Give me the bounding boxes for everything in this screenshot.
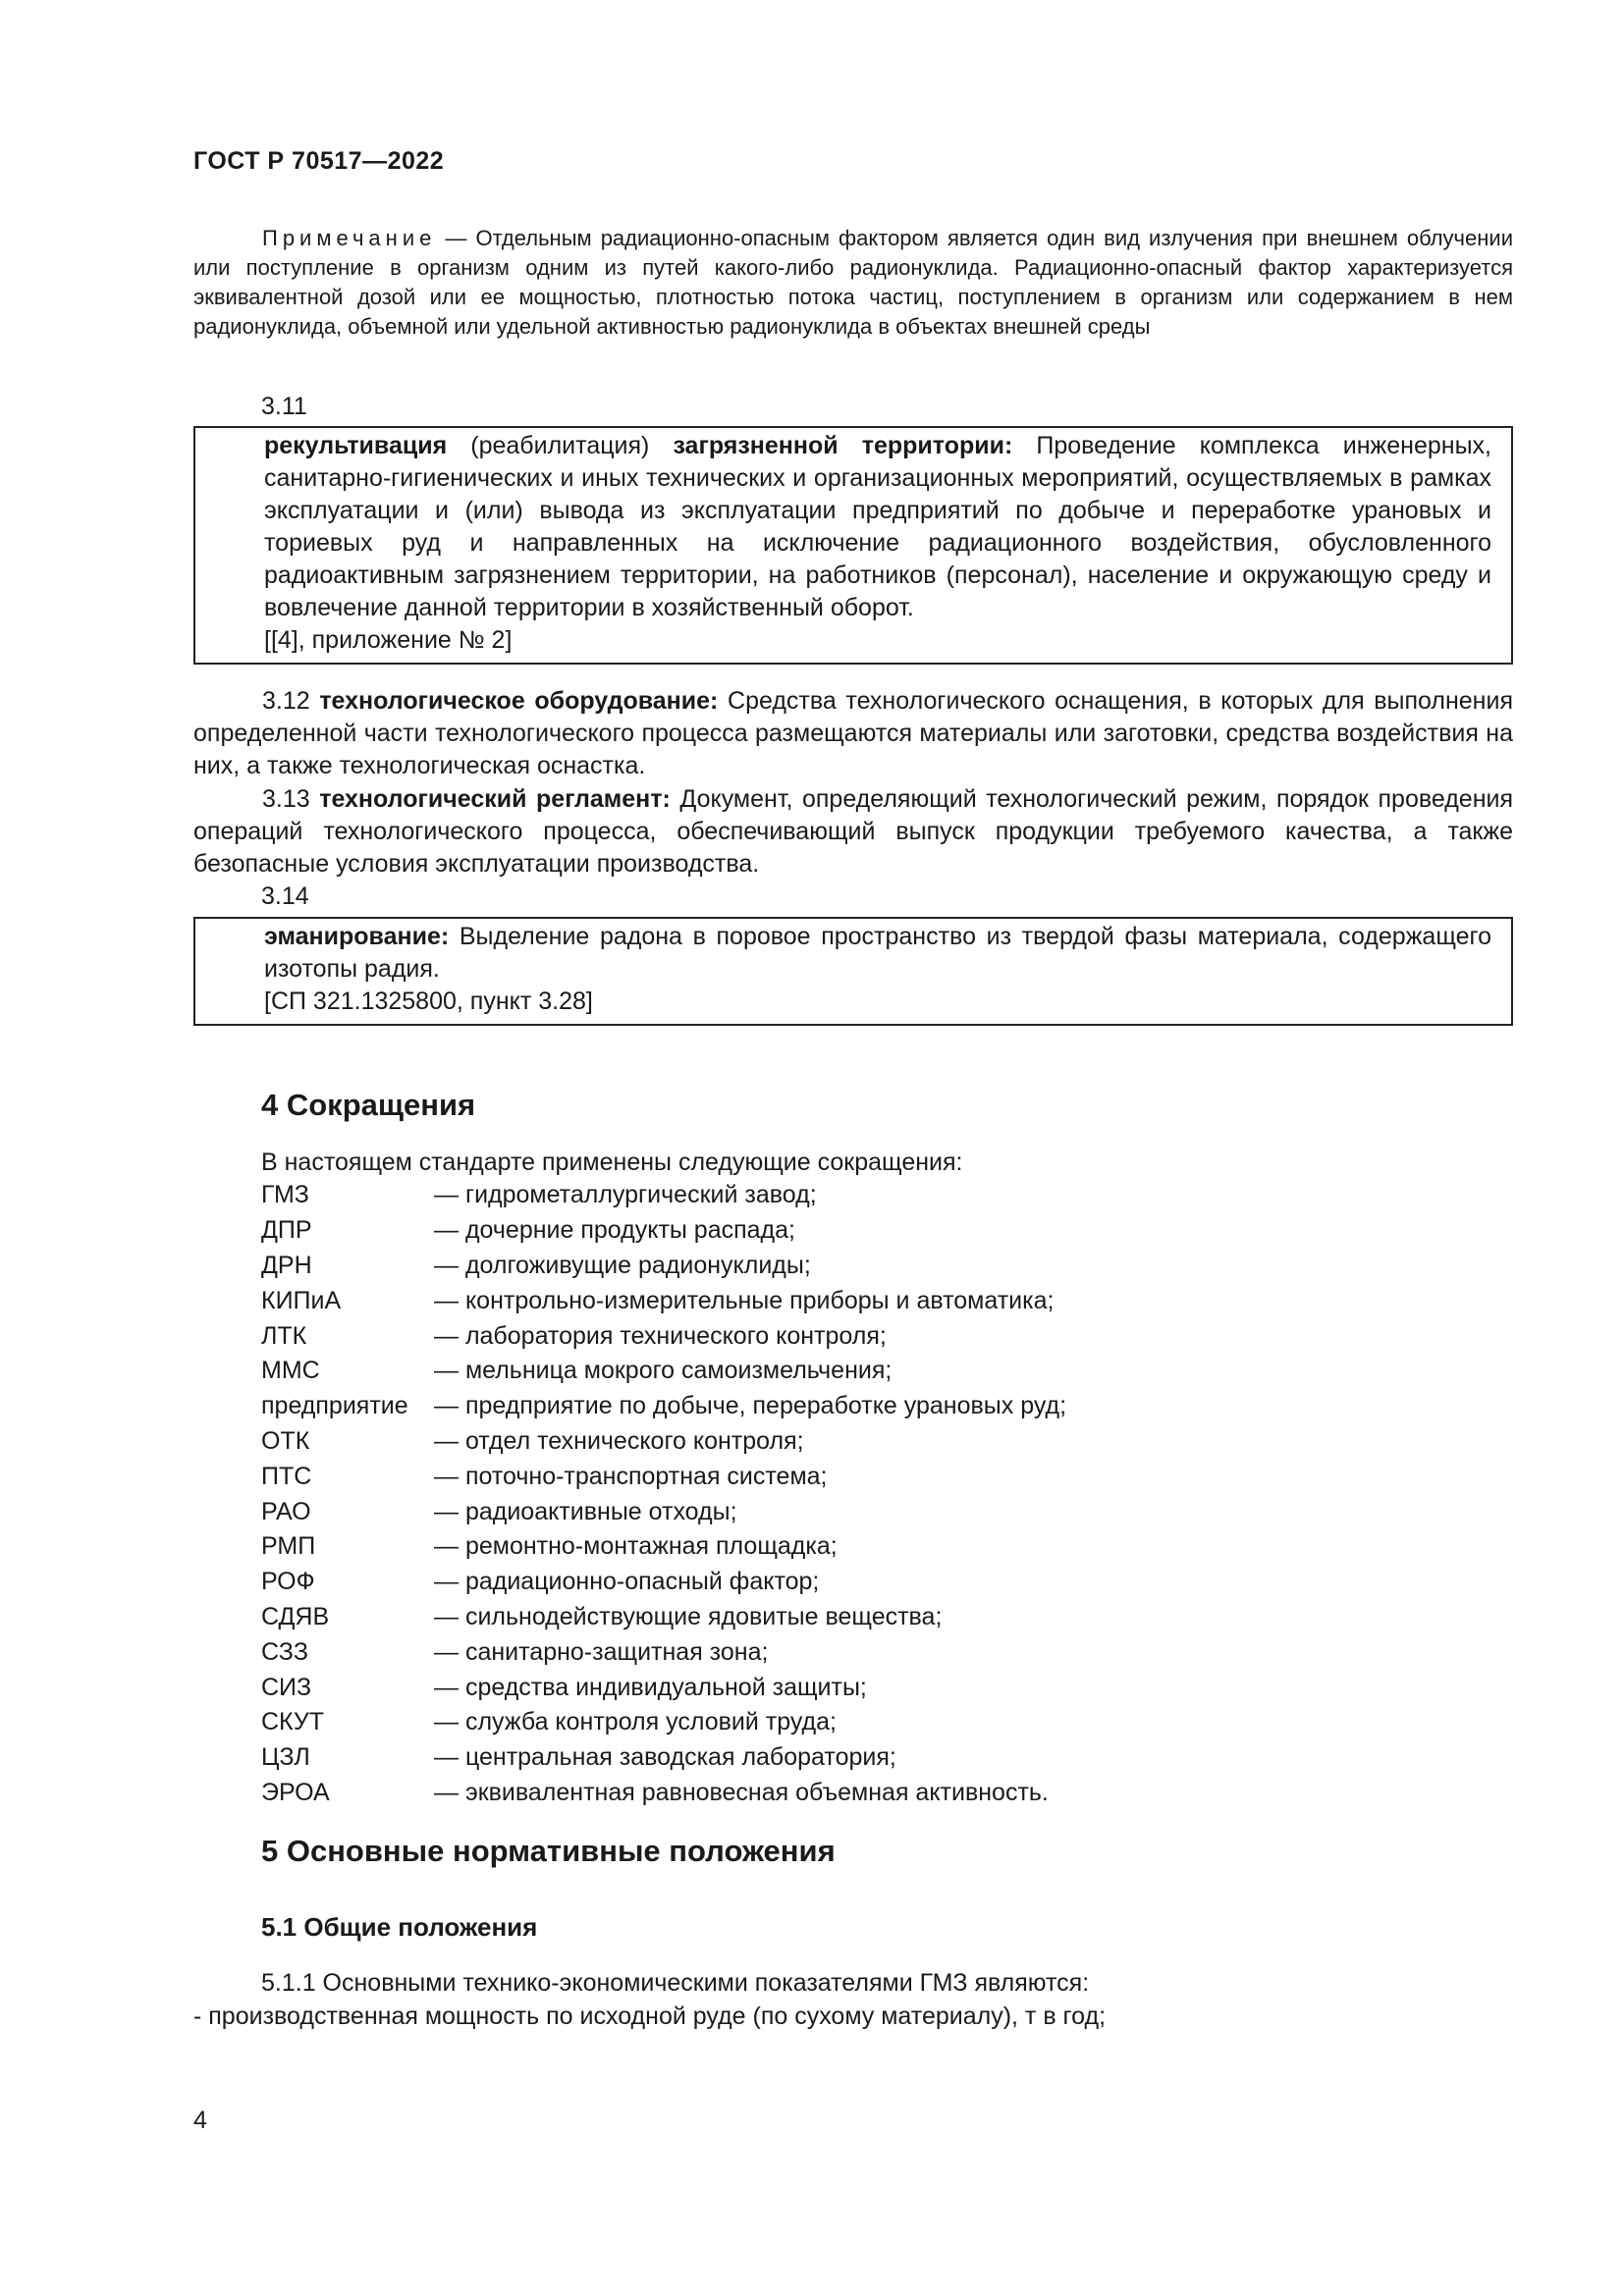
- abbr-code: ММС: [261, 1357, 320, 1385]
- abbr-code: ОТК: [261, 1426, 310, 1455]
- term-number-3-14: 3.14: [261, 882, 309, 910]
- abbr-definition: — радиоактивные отходы;: [434, 1497, 737, 1525]
- abbr-code: предприятие: [261, 1392, 408, 1420]
- abbr-definition: — поточно-транспортная система;: [434, 1462, 828, 1490]
- term-number-3-12: 3.12: [262, 687, 310, 715]
- term-definition: Проведение комплекса инженерных, санитарно-гигиенических и иных технических и организационных мероприятий, осуществляемых в рамках эксплуатации и (или) вывода из эксплуатации предприятий по добыче и переработке урановых и ториевых руд и направленных на исключение радиационного воздействия, обусловленного радиоактивным загрязнением территории, на работников (персонал), население и окружающую среду и вовлечение данной территории в хозяйственный оборот.: [264, 432, 1491, 621]
- term-definition: Выделение радона в поровое пространство из твердой фазы материала, содержащего изотопы радия.: [264, 923, 1491, 983]
- abbr-definition: — средства индивидуальной защиты;: [434, 1673, 867, 1701]
- abbr-definition: — отдел технического контроля;: [434, 1426, 804, 1455]
- list-item: [261, 1600, 1066, 1635]
- term-number-3-11: 3.11: [261, 393, 307, 420]
- abbr-definition: — лаборатория технического контроля;: [434, 1321, 887, 1350]
- abbr-code: СИЗ: [261, 1673, 312, 1701]
- document-header: ГОСТ Р 70517—2022: [193, 147, 445, 175]
- abbr-definition: — служба контроля условий труда;: [434, 1708, 837, 1736]
- list-item: [261, 1389, 1066, 1424]
- list-item: [261, 1634, 1066, 1670]
- term-title-2: загрязненной территории:: [673, 432, 1013, 459]
- term-paragraph-3-12: [193, 685, 1513, 782]
- term-number-3-13: 3.13: [262, 785, 310, 813]
- abbr-code: РАО: [261, 1497, 311, 1525]
- note-paragraph: [193, 224, 1513, 342]
- list-item: [261, 1178, 1066, 1213]
- abbr-code: ДРН: [261, 1251, 312, 1279]
- abbr-code: СКУТ: [261, 1708, 325, 1736]
- abbr-definition: — контрольно-измерительные приборы и автоматика;: [434, 1286, 1055, 1314]
- abbr-definition: — предприятие по добыче, переработке урановых руд;: [434, 1392, 1067, 1420]
- list-item: [261, 1283, 1066, 1318]
- abbr-code: ЭРОА: [261, 1778, 330, 1806]
- list-item: [261, 1213, 1066, 1249]
- abbreviations-intro: В настоящем стандарте применены следующие сокращения:: [261, 1148, 963, 1176]
- section-5-heading: 5 Основные нормативные положения: [261, 1834, 836, 1868]
- section-4-heading: 4 Сокращения: [261, 1088, 476, 1122]
- term-title-3-13: технологический регламент:: [319, 785, 671, 813]
- abbr-definition: — санитарно-защитная зона;: [434, 1637, 769, 1666]
- abbr-code: РМП: [261, 1532, 316, 1561]
- list-item: [261, 1459, 1066, 1494]
- term-definition-3-11: [264, 430, 1491, 624]
- list-item: [261, 1565, 1066, 1600]
- list-item: [261, 1354, 1066, 1389]
- note-label: Примечание: [262, 226, 437, 250]
- abbreviations-list: [261, 1178, 1066, 1810]
- page-number: 4: [193, 2107, 207, 2134]
- abbr-definition: — мельница мокрого самоизмельчения;: [434, 1357, 893, 1385]
- abbr-definition: — эквивалентная равновесная объемная активность.: [434, 1778, 1049, 1806]
- term-definition-3-14: [264, 921, 1491, 986]
- abbr-code: КИПиА: [261, 1286, 342, 1314]
- list-item: [261, 1494, 1066, 1529]
- term-paren: (реабилитация): [447, 432, 674, 459]
- list-item: [261, 1670, 1066, 1705]
- bullet-item: - производственная мощность по исходной руде (по сухому материалу), т в год;: [193, 2002, 1107, 2030]
- term-definition-3-13: Документ, определяющий технологический режим, порядок проведения операций технологического процесса, обеспечивающий выпуск продукции требуемого качества, а также безопасные условия эксплуатации производства.: [193, 785, 1514, 878]
- abbr-code: ЦЗЛ: [261, 1743, 310, 1772]
- term-source-3-14: [СП 321.1325800, пункт 3.28]: [264, 988, 593, 1015]
- term-title: эманирование:: [264, 923, 450, 950]
- abbr-definition: — ремонтно-монтажная площадка;: [434, 1532, 838, 1561]
- abbr-definition: — сильнодействующие ядовитые вещества;: [434, 1602, 943, 1630]
- term-title: рекультивация: [264, 432, 448, 459]
- list-item: [261, 1705, 1066, 1740]
- abbr-code: ПТС: [261, 1462, 312, 1490]
- term-definition-3-12: Средства технологического оснащения, в которых для выполнения определенной части технологического процесса размещаются материалы или заготовки, средства воздействия на них, а также технологическая оснастка.: [193, 687, 1513, 779]
- term-box-3-11: [193, 426, 1513, 665]
- section-5-1-heading: 5.1 Общие положения: [261, 1912, 538, 1942]
- list-item: [261, 1740, 1066, 1776]
- abbr-definition: — радиационно-опасный фактор;: [434, 1568, 820, 1596]
- term-source-3-11: [[4], приложение № 2]: [264, 626, 513, 654]
- abbr-definition: — дочерние продукты распада;: [434, 1216, 795, 1245]
- list-item: [261, 1529, 1066, 1565]
- list-item: [261, 1318, 1066, 1354]
- list-item: [261, 1249, 1066, 1284]
- abbr-code: СДЯВ: [261, 1602, 330, 1630]
- term-box-3-14: [193, 917, 1513, 1026]
- abbr-code: ДПР: [261, 1216, 312, 1245]
- abbr-definition: — центральная заводская лаборатория;: [434, 1743, 896, 1772]
- note-dash: —: [436, 226, 476, 250]
- term-paragraph-3-13: [193, 783, 1513, 881]
- term-title-3-12: технологическое оборудование:: [319, 687, 719, 715]
- abbr-definition: — гидрометаллургический завод;: [434, 1181, 817, 1209]
- note-text: Отдельным радиационно-опасным фактором является один вид излучения при внешнем облучении или поступление в организм одним из путей какого-либо радионуклида. Радиационно-опасный фактор характеризуется эквивалентной дозой или ее мощностью, плотностью потока частиц, поступлением в организм или содержанием в нем радионуклида, объемной или удельной активностью радионуклида в объектах внешней среды: [193, 226, 1513, 339]
- abbr-code: ЛТК: [261, 1321, 307, 1350]
- abbr-code: РОФ: [261, 1568, 315, 1596]
- abbr-code: СЗЗ: [261, 1637, 308, 1666]
- abbr-definition: — долгоживущие радионуклиды;: [434, 1251, 811, 1279]
- list-item: [261, 1776, 1066, 1811]
- abbr-code: ГМЗ: [261, 1181, 309, 1209]
- paragraph-5-1-1: 5.1.1 Основными технико-экономическими показателями ГМЗ являются:: [261, 1969, 1090, 1997]
- list-item: [261, 1424, 1066, 1460]
